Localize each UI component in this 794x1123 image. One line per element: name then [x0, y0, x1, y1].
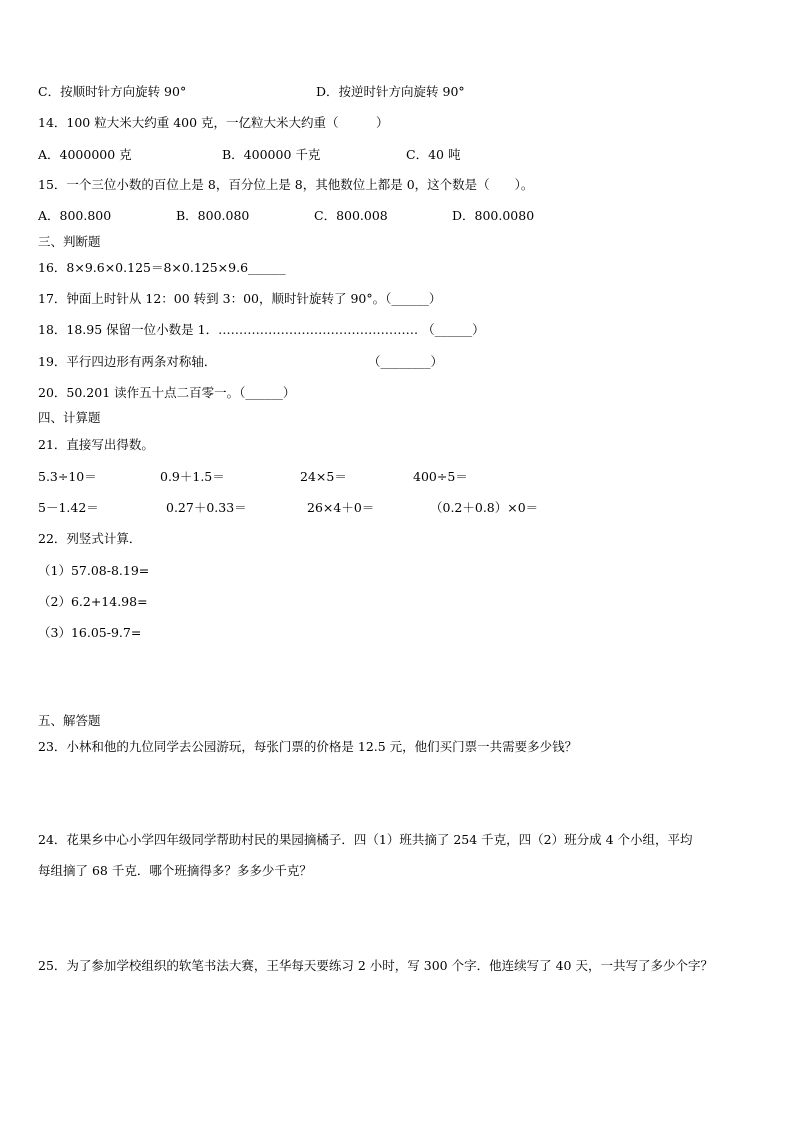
q15-option-d: D．800.0080: [452, 208, 535, 223]
section3-heading: 三、判断题: [38, 234, 101, 249]
q21-item: 400÷5＝: [413, 469, 468, 484]
q15-stem: 15．一个三位小数的百位上是 8，百分位上是 8，其他数位上都是 0，这个数是（ ）。: [38, 177, 534, 192]
q21-item: 5.3÷10＝: [38, 469, 97, 484]
q14-stem: 14．100 粒大米大约重 400 克，一亿粒大米大约重（ ）: [38, 115, 389, 130]
q21-item: 5－1.42＝: [38, 500, 99, 515]
q22-item-1: （1）57.08-8.19=: [38, 563, 150, 578]
q15-option-c: C．800.008: [314, 208, 388, 223]
q18: 18．18.95 保留一位小数是 1．………………………………………… （______）: [38, 322, 485, 337]
q22-item-2: （2）6.2+14.98=: [38, 594, 148, 609]
q14-option-b: B．400000 千克: [222, 147, 321, 162]
q13-option-c: C．按顺时针方向旋转 90°: [38, 84, 187, 99]
q17: 17．钟面上时针从 12：00 转到 3：00，顺时针旋转了 90°。（______）: [38, 291, 442, 306]
q14-option-a: A．4000000 克: [38, 147, 132, 162]
q25: 25．为了参加学校组织的软笔书法大赛，王华每天要练习 2 小时，写 300 个字．他连续写了 40 天，一共写了多少个字？: [38, 958, 713, 973]
q22-item-3: （3）16.05-9.7=: [38, 625, 142, 640]
q21-item: 0.9＋1.5＝: [160, 469, 225, 484]
q19-answer-blank: （________）: [368, 354, 444, 369]
q24-line-2: 每组摘了 68 千克．哪个班摘得多？多多少千克？: [38, 863, 312, 878]
q21-item: （0.2＋0.8）×0＝: [430, 500, 539, 515]
q21-item: 26×4＋0＝: [307, 500, 375, 515]
section5-heading: 五、解答题: [38, 713, 101, 728]
q24-line-1: 24．花果乡中心小学四年级同学帮助村民的果园摘橘子．四（1）班共摘了 254 千克，四（2）班分成 4 个小组，平均: [38, 832, 693, 847]
q22-stem: 22．列竖式计算．: [38, 531, 142, 546]
q15-option-a: A．800.800: [38, 208, 112, 223]
q14-option-c: C．40 吨: [406, 147, 461, 162]
section4-heading: 四、计算题: [38, 410, 101, 425]
q21-item: 0.27＋0.33＝: [166, 500, 247, 515]
q20: 20．50.201 读作五十点二百零一。（______）: [38, 385, 296, 400]
q19: 19．平行四边形有两条对称轴．: [38, 354, 217, 369]
q21-item: 24×5＝: [300, 469, 347, 484]
q13-option-d: D．按逆时针方向旋转 90°: [316, 84, 465, 99]
q15-option-b: B．800.080: [176, 208, 250, 223]
q16: 16．8×9.6×0.125＝8×0.125×9.6______: [38, 260, 286, 275]
q23: 23．小林和他的九位同学去公园游玩，每张门票的价格是 12.5 元，他们买门票一共需要多少钱？: [38, 739, 578, 754]
q21-stem: 21．直接写出得数。: [38, 437, 154, 452]
